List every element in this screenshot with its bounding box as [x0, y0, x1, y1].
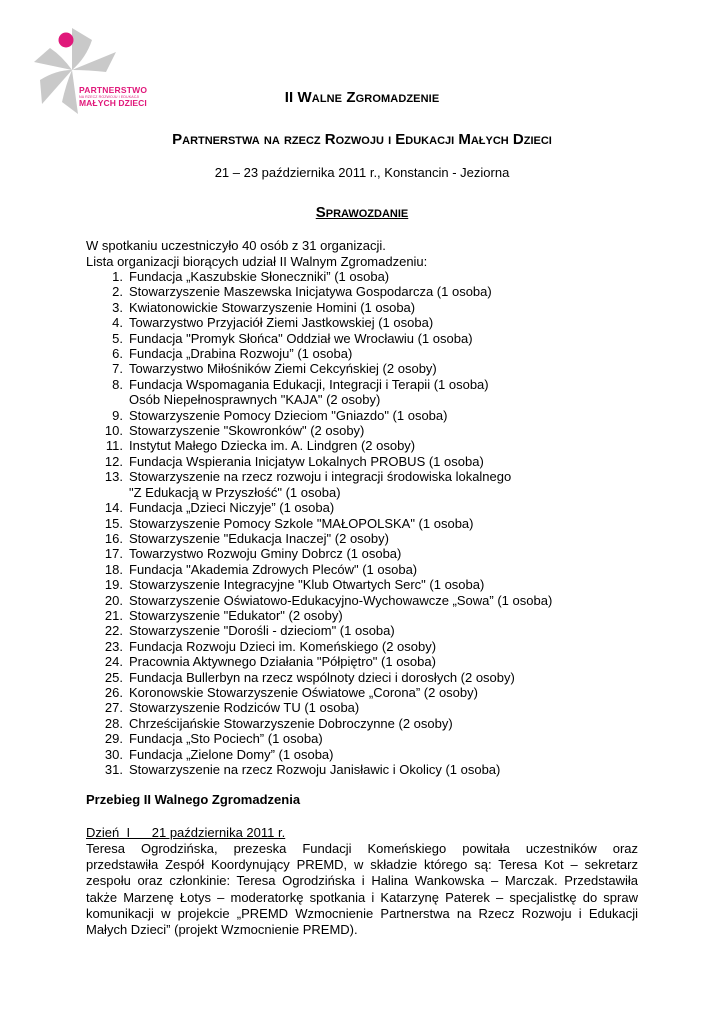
list-item-number: 2.: [112, 284, 123, 300]
list-item-number: 1.: [112, 269, 123, 284]
list-item: [86, 700, 646, 715]
list-item-text: Towarzystwo Rozwoju Gminy Dobrcz (1 osoba): [129, 546, 402, 562]
paragraph-line: przedstawiła Zespół Koordynujący PREMD, w składzie którego są: Teresa Kot – sekretarz: [86, 857, 638, 873]
pinwheel-logo-icon: [28, 22, 158, 132]
list-item-text: Stowarzyszenie Maszewska Inicjatywa Gospodarcza (1 osoba): [129, 284, 492, 300]
list-item-number: 22.: [104, 623, 123, 639]
paragraph-line: także Marzenę Łotys – moderatorkę spotkania i Katarzynę Paterek – specjalistkę do spraw: [86, 889, 638, 905]
list-item: [86, 377, 646, 408]
list-item-number: 16.: [104, 530, 123, 546]
list-item-number: 4.: [112, 315, 123, 331]
list-item-number: 20.: [104, 592, 123, 608]
list-item-number: 13.: [104, 469, 123, 485]
list-item-text: Stowarzyszenie Oświatowo-Edukacyjno-Wychowawcze „Sowa” (1 osoba): [129, 592, 553, 608]
list-item-text: Koronowskie Stowarzyszenie Oświatowe „Corona” (2 osoby): [129, 684, 478, 700]
list-item: [86, 608, 646, 623]
list-item-text: Stowarzyszenie na rzecz Rozwoju Janisławic i Okolicy (1 osoba): [129, 762, 501, 777]
paragraph-line: komunikacji w projekcie „PREMD Wzmocnienie Partnerstwa na Rzecz Rozwoju i Edukacji: [86, 905, 638, 921]
list-item-text: Stowarzyszenie "Edukacja Inaczej" (2 osoby): [129, 530, 389, 546]
list-item: [86, 731, 646, 746]
list-item: [86, 670, 646, 685]
list-item: [86, 531, 646, 546]
list-item-number: 28.: [104, 715, 123, 731]
list-item-number: 11.: [105, 438, 123, 454]
list-item: [86, 546, 646, 561]
list-item-number: 7.: [112, 361, 123, 377]
list-item: [86, 654, 646, 669]
list-item: [86, 269, 646, 284]
list-item-number: 21.: [104, 607, 123, 623]
list-item: [86, 346, 646, 361]
list-item: [86, 500, 646, 515]
list-item: [86, 438, 646, 453]
list-item-text: Towarzystwo Miłośników Ziemi Cekcyńskiej (2 osoby): [129, 361, 437, 377]
list-item: [86, 639, 646, 654]
logo-line-subtitle: NA RZECZ ROZWOJU I EDUKACJI: [79, 95, 140, 99]
list-item-text: Stowarzyszenie "Dorośli - dzieciom" (1 osoba): [129, 623, 395, 639]
list-item-text: Fundacja „Kaszubskie Słoneczniki” (1 osoba): [129, 269, 390, 284]
list-item: [86, 593, 646, 608]
list-item: [86, 685, 646, 700]
report-heading: Sprawozdanie: [315, 204, 409, 221]
list-item-text: Kwiatonowickie Stowarzyszenie Homini (1 osoba): [129, 299, 416, 315]
list-item: [86, 284, 646, 299]
list-item-number: 17.: [104, 546, 123, 562]
list-item-text: Instytut Małego Dziecka im. A. Lindgren (2 osoby): [129, 438, 416, 454]
list-item-number: 25.: [104, 669, 123, 685]
list-item-number: 5.: [112, 330, 123, 346]
list-item-number: 3.: [112, 299, 123, 315]
list-item-number: 14.: [104, 500, 123, 516]
list-item: [86, 516, 646, 531]
list-item-text: Fundacja „Dzieci Niczyje” (1 osoba): [129, 500, 335, 516]
list-item-text: Stowarzyszenie "Edukator" (2 osoby): [129, 607, 343, 623]
list-item-number: 27.: [104, 700, 123, 716]
list-item-text: Stowarzyszenie Pomocy Dzieciom "Gniazdo" (1 osoba): [129, 407, 448, 423]
list-item-text: Fundacja Rozwoju Dzieci im. Komeńskiego (2 osoby): [129, 638, 437, 654]
list-item-number: 12.: [104, 453, 123, 469]
list-item-text: Fundacja Wspierania Inicjatyw Lokalnych PROBUS (1 osoba): [129, 453, 484, 469]
list-item-text: Stowarzyszenie "Skowronków" (2 osoby): [129, 423, 365, 439]
paragraph-line: Małych Dzieci” (projekt Wzmocnienie PREMD).: [86, 922, 358, 938]
list-item: [86, 747, 646, 762]
organizations-list: [86, 269, 646, 777]
logo-line-partnerstwo: PARTNERSTWO: [79, 85, 148, 95]
list-item-text: Fundacja Wspomagania Edukacji, Integracji i Terapii (1 osoba): [129, 376, 489, 392]
list-item-text: Stowarzyszenie na rzecz rozwoju i integracji środowiska lokalnego: [129, 469, 512, 485]
list-item-number: 6.: [112, 346, 123, 362]
list-item-number: 30.: [104, 746, 123, 762]
list-item-continuation: "Z Edukacją w Przyszłość" (1 osoba): [129, 484, 341, 500]
list-item: [86, 577, 646, 592]
list-item: [86, 454, 646, 469]
list-item: [86, 300, 646, 315]
list-item-number: 26.: [104, 684, 123, 700]
list-item: [86, 315, 646, 330]
list-item-text: Chrześcijańskie Stowarzyszenie Dobroczynne (2 osoby): [129, 715, 453, 731]
list-item-number: 10.: [104, 423, 123, 439]
list-item-number: 24.: [104, 654, 123, 670]
list-item: [86, 361, 646, 376]
list-item-text: Stowarzyszenie Rodziców TU (1 osoba): [129, 700, 360, 716]
paragraph-line: zespołu oraz członkinie: Teresa Ogrodzińska i Halina Wankowska – Marczak. Przedstawiła: [86, 873, 638, 889]
list-item-number: 18.: [104, 561, 123, 577]
list-item-text: Fundacja "Akademia Zdrowych Pleców" (1 osoba): [129, 561, 418, 577]
list-item-text: Fundacja Bullerbyn na rzecz wspólnoty dzieci i dorosłych (2 osoby): [129, 669, 515, 685]
list-item-text: Fundacja "Promyk Słońca" Oddział we Wrocławiu (1 osoba): [129, 330, 473, 346]
list-item-text: Pracownia Aktywnego Działania "Półpiętro" (1 osoba): [129, 654, 436, 670]
list-item-number: 15.: [104, 515, 123, 531]
list-item-number: 23.: [104, 638, 123, 654]
list-item-number: 29.: [104, 731, 123, 747]
premd-logo: [28, 22, 158, 132]
list-item-text: Fundacja „Sto Pociech” (1 osoba): [129, 731, 323, 747]
list-item-text: Stowarzyszenie Integracyjne "Klub Otwartych Serc" (1 osoba): [129, 577, 485, 593]
list-item: [86, 469, 646, 500]
list-item: [86, 716, 646, 731]
section-heading: Przebieg II Walnego Zgromadzenia: [86, 792, 301, 807]
list-item: [86, 762, 646, 777]
organization-title: Partnerstwa na rzecz Rozwoju i Edukacji Małych Dzieci: [172, 131, 552, 148]
event-dateline: 21 – 23 października 2011 r., Konstancin - Jeziorna: [214, 165, 510, 180]
list-item: [86, 408, 646, 423]
paragraph-line: Teresa Ogrodzińska, prezeska Fundacji Komeńskiego powitała uczestników oraz: [86, 841, 638, 856]
list-item: [86, 562, 646, 577]
list-item-number: 19.: [104, 577, 123, 593]
document-title: II Walne Zgromadzenie: [284, 89, 440, 106]
list-item-continuation: Osób Niepełnosprawnych "KAJA" (2 osoby): [129, 392, 381, 408]
day-one-paragraph: [86, 841, 638, 938]
list-item-text: Fundacja „Zielone Domy” (1 osoba): [129, 746, 334, 762]
logo-line-malych-dzieci: MAŁYCH DZIECI: [79, 98, 147, 109]
list-item-text: Stowarzyszenie Pomocy Szkole "MAŁOPOLSKA" (1 osoba): [129, 515, 474, 531]
intro-text: [86, 238, 638, 269]
organizations-list-label: Lista organizacji biorących udział II Walnym Zgromadzeniu:: [86, 253, 428, 269]
participants-summary: W spotkaniu uczestniczyło 40 osób z 31 organizacji.: [86, 238, 386, 253]
list-item: [86, 423, 646, 438]
list-item-number: 31.: [104, 762, 123, 777]
list-item-text: Fundacja „Drabina Rozwoju” (1 osoba): [129, 346, 353, 362]
list-item-number: 8.: [112, 376, 123, 392]
list-item-text: Towarzystwo Przyjaciół Ziemi Jastkowskiej (1 osoba): [129, 315, 434, 331]
list-item-number: 9.: [112, 407, 123, 423]
day-heading: Dzień I 21 października 2011 r.: [86, 825, 286, 840]
list-item: [86, 331, 646, 346]
list-item: [86, 623, 646, 638]
